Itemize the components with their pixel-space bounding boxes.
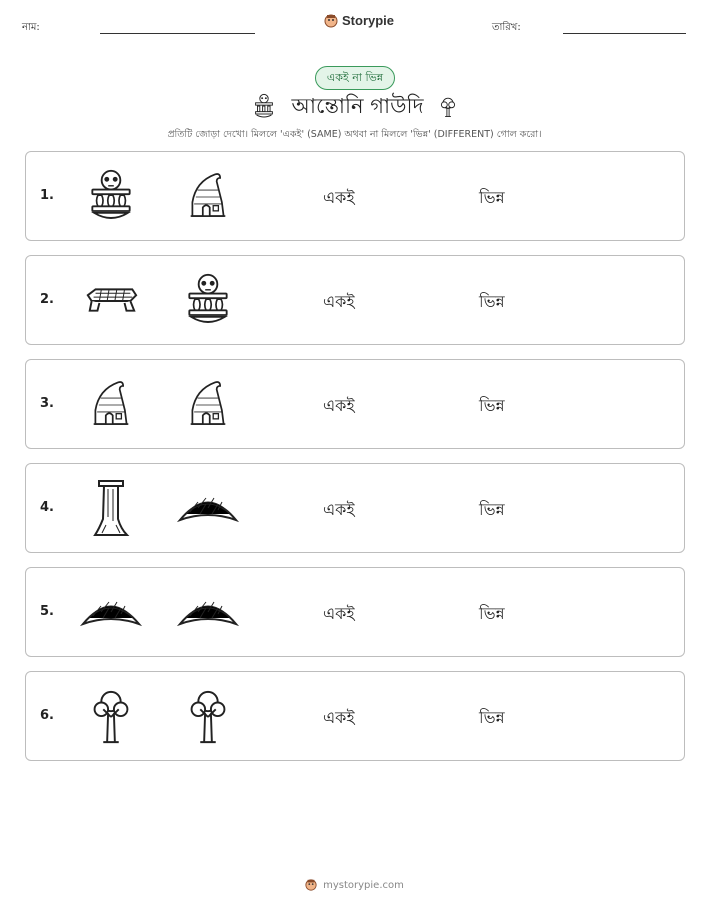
- option-same[interactable]: একই: [323, 396, 355, 415]
- tree-icon: [437, 92, 459, 122]
- house-icon: [178, 167, 238, 227]
- option-different[interactable]: ভিন্ন: [479, 708, 505, 727]
- option-different[interactable]: ভিন্ন: [479, 292, 505, 311]
- brand-name: Storypie: [342, 13, 395, 28]
- option-same[interactable]: একই: [323, 604, 355, 623]
- tree-icon: [178, 687, 238, 747]
- page-title: আন্তোনি গাউদি: [291, 93, 424, 118]
- option-different[interactable]: ভিন্ন: [479, 500, 505, 519]
- question-number: 6.: [40, 708, 54, 723]
- option-different[interactable]: ভিন্ন: [479, 604, 505, 623]
- question-row: [25, 151, 685, 241]
- name-line[interactable]: [100, 33, 255, 34]
- roof-icon: [178, 583, 238, 643]
- question-list: [25, 151, 685, 775]
- balcony-icon: [178, 271, 238, 331]
- date-line[interactable]: [563, 33, 686, 34]
- question-number: 5.: [40, 604, 54, 619]
- footer: [0, 879, 709, 891]
- title-row: [0, 90, 709, 124]
- question-row: [25, 463, 685, 553]
- question-number: 4.: [40, 500, 54, 515]
- worksheet-type-badge: একই না ভিন্ন: [315, 66, 395, 90]
- storypie-mascot-icon: [305, 879, 317, 891]
- storypie-mascot-icon: [324, 14, 338, 28]
- option-same[interactable]: একই: [323, 708, 355, 727]
- tree-icon: [81, 687, 141, 747]
- question-number: 3.: [40, 396, 54, 411]
- question-row: [25, 359, 685, 449]
- instructions: প্রতিটি জোড়া দেখো। মিললে 'একই' (SAME) অথবা না মিললে 'ভিন্ন' (DIFFERENT) গোল করো।: [167, 129, 542, 140]
- roof-icon: [178, 479, 238, 539]
- option-same[interactable]: একই: [323, 500, 355, 519]
- question-row: [25, 671, 685, 761]
- bench-icon: [81, 271, 141, 331]
- question-row: [25, 567, 685, 657]
- balcony-icon: [250, 91, 278, 123]
- question-number: 1.: [40, 188, 54, 203]
- option-same[interactable]: একই: [323, 292, 355, 311]
- roof-icon: [81, 583, 141, 643]
- balcony-icon: [81, 167, 141, 227]
- column-icon: [81, 479, 141, 539]
- option-different[interactable]: ভিন্ন: [479, 188, 505, 207]
- brand-logo: [324, 13, 394, 28]
- date-label: তারিখ:: [492, 22, 521, 33]
- house-icon: [81, 375, 141, 435]
- option-same[interactable]: একই: [323, 188, 355, 207]
- question-number: 2.: [40, 292, 54, 307]
- option-different[interactable]: ভিন্ন: [479, 396, 505, 415]
- house-icon: [178, 375, 238, 435]
- footer-site[interactable]: mystorypie.com: [323, 879, 404, 891]
- name-label: নাম:: [22, 22, 40, 33]
- question-row: [25, 255, 685, 345]
